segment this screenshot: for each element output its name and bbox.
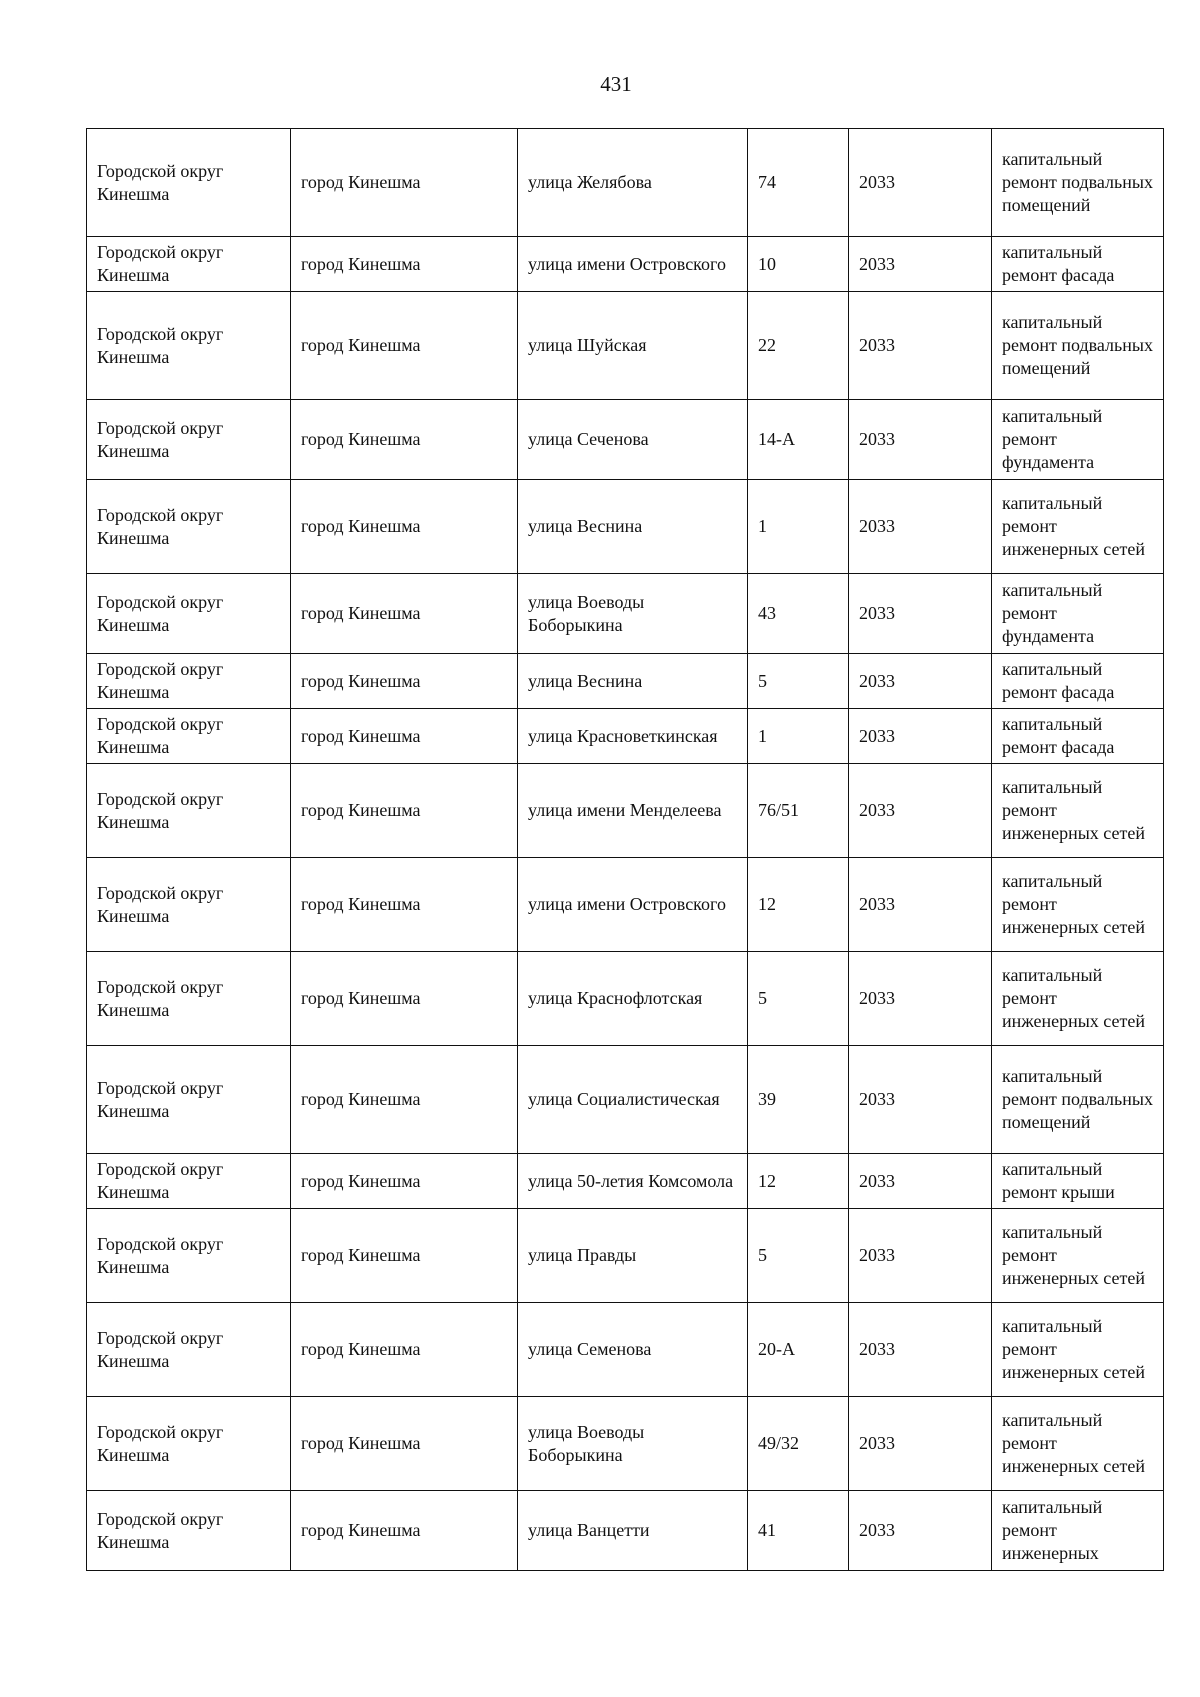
district-cell: Городской округ Кинешма — [87, 237, 291, 292]
house-number-cell: 22 — [748, 292, 849, 400]
table-row — [87, 1046, 1164, 1154]
street-cell: улица Ванцетти — [518, 1491, 748, 1571]
settlement-cell: город Кинешма — [291, 480, 518, 574]
year-cell: 2033 — [849, 1303, 992, 1397]
street-cell: улица Веснина — [518, 654, 748, 709]
house-number-cell: 10 — [748, 237, 849, 292]
table-row — [87, 654, 1164, 709]
settlement-cell: город Кинешма — [291, 1397, 518, 1491]
house-number-cell: 1 — [748, 709, 849, 764]
house-number-cell: 12 — [748, 858, 849, 952]
work-type-cell: капитальный ремонт фундамента — [992, 574, 1164, 654]
house-number-cell: 49/32 — [748, 1397, 849, 1491]
table-row — [87, 480, 1164, 574]
table-row — [87, 858, 1164, 952]
house-number-cell: 43 — [748, 574, 849, 654]
work-type-cell: капитальный ремонт подвальных помещений — [992, 129, 1164, 237]
district-cell: Городской округ Кинешма — [87, 764, 291, 858]
house-number-cell: 5 — [748, 654, 849, 709]
house-number-cell: 41 — [748, 1491, 849, 1571]
district-cell: Городской округ Кинешма — [87, 400, 291, 480]
table-row — [87, 129, 1164, 237]
house-number-cell: 76/51 — [748, 764, 849, 858]
work-type-cell: капитальный ремонт подвальных помещений — [992, 1046, 1164, 1154]
district-cell: Городской округ Кинешма — [87, 1491, 291, 1571]
table-row — [87, 1303, 1164, 1397]
street-cell: улица Веснина — [518, 480, 748, 574]
street-cell: улица Социалистическая — [518, 1046, 748, 1154]
year-cell: 2033 — [849, 764, 992, 858]
street-cell: улица Семенова — [518, 1303, 748, 1397]
table-row — [87, 237, 1164, 292]
street-cell: улица Красноветкинская — [518, 709, 748, 764]
district-cell: Городской округ Кинешма — [87, 1154, 291, 1209]
year-cell: 2033 — [849, 237, 992, 292]
page-number: 431 — [600, 72, 632, 96]
district-cell: Городской округ Кинешма — [87, 654, 291, 709]
year-cell: 2033 — [849, 1491, 992, 1571]
year-cell: 2033 — [849, 480, 992, 574]
settlement-cell: город Кинешма — [291, 400, 518, 480]
work-type-cell: капитальный ремонт фасада — [992, 654, 1164, 709]
work-type-cell: капитальный ремонт фундамента — [992, 400, 1164, 480]
year-cell: 2033 — [849, 129, 992, 237]
year-cell: 2033 — [849, 709, 992, 764]
table-row — [87, 709, 1164, 764]
district-cell: Городской округ Кинешма — [87, 1209, 291, 1303]
table-row — [87, 574, 1164, 654]
year-cell: 2033 — [849, 952, 992, 1046]
street-cell: улица Воеводы Боборыкина — [518, 1397, 748, 1491]
work-type-cell: капитальный ремонт инженерных сетей — [992, 858, 1164, 952]
table-body — [87, 129, 1164, 1571]
work-type-cell: капитальный ремонт инженерных сетей — [992, 764, 1164, 858]
settlement-cell: город Кинешма — [291, 764, 518, 858]
settlement-cell: город Кинешма — [291, 654, 518, 709]
settlement-cell: город Кинешма — [291, 1491, 518, 1571]
house-number-cell: 1 — [748, 480, 849, 574]
settlement-cell: город Кинешма — [291, 237, 518, 292]
table-row — [87, 292, 1164, 400]
settlement-cell: город Кинешма — [291, 709, 518, 764]
table-row — [87, 1154, 1164, 1209]
year-cell: 2033 — [849, 654, 992, 709]
table-row — [87, 1397, 1164, 1491]
work-type-cell: капитальный ремонт инженерных сетей — [992, 952, 1164, 1046]
work-type-cell: капитальный ремонт инженерных сетей — [992, 1397, 1164, 1491]
work-type-cell: капитальный ремонт инженерных сетей — [992, 1209, 1164, 1303]
settlement-cell: город Кинешма — [291, 1154, 518, 1209]
street-cell: улица имени Островского — [518, 237, 748, 292]
table-row — [87, 1491, 1164, 1571]
table-row — [87, 764, 1164, 858]
house-number-cell: 5 — [748, 1209, 849, 1303]
work-type-cell: капитальный ремонт инженерных сетей — [992, 480, 1164, 574]
house-number-cell: 20-А — [748, 1303, 849, 1397]
district-cell: Городской округ Кинешма — [87, 1397, 291, 1491]
table-row — [87, 952, 1164, 1046]
street-cell: улица Шуйская — [518, 292, 748, 400]
year-cell: 2033 — [849, 574, 992, 654]
street-cell: улица 50-летия Комсомола — [518, 1154, 748, 1209]
housing-repair-table — [86, 128, 1164, 1571]
street-cell: улица Воеводы Боборыкина — [518, 574, 748, 654]
year-cell: 2033 — [849, 858, 992, 952]
house-number-cell: 12 — [748, 1154, 849, 1209]
settlement-cell: город Кинешма — [291, 952, 518, 1046]
district-cell: Городской округ Кинешма — [87, 858, 291, 952]
street-cell: улица имени Островского — [518, 858, 748, 952]
house-number-cell: 74 — [748, 129, 849, 237]
district-cell: Городской округ Кинешма — [87, 480, 291, 574]
house-number-cell: 39 — [748, 1046, 849, 1154]
work-type-cell: капитальный ремонт фасада — [992, 237, 1164, 292]
settlement-cell: город Кинешма — [291, 1209, 518, 1303]
district-cell: Городской округ Кинешма — [87, 709, 291, 764]
house-number-cell: 14-А — [748, 400, 849, 480]
work-type-cell: капитальный ремонт фасада — [992, 709, 1164, 764]
house-number-cell: 5 — [748, 952, 849, 1046]
settlement-cell: город Кинешма — [291, 129, 518, 237]
settlement-cell: город Кинешма — [291, 1303, 518, 1397]
street-cell: улица имени Менделеева — [518, 764, 748, 858]
settlement-cell: город Кинешма — [291, 574, 518, 654]
year-cell: 2033 — [849, 292, 992, 400]
street-cell: улица Сеченова — [518, 400, 748, 480]
street-cell: улица Желябова — [518, 129, 748, 237]
year-cell: 2033 — [849, 1046, 992, 1154]
district-cell: Городской округ Кинешма — [87, 574, 291, 654]
work-type-cell: капитальный ремонт инженерных сетей — [992, 1303, 1164, 1397]
year-cell: 2033 — [849, 1154, 992, 1209]
settlement-cell: город Кинешма — [291, 292, 518, 400]
work-type-cell: капитальный ремонт крыши — [992, 1154, 1164, 1209]
settlement-cell: город Кинешма — [291, 1046, 518, 1154]
year-cell: 2033 — [849, 400, 992, 480]
table-row — [87, 1209, 1164, 1303]
table-row — [87, 400, 1164, 480]
street-cell: улица Краснофлотская — [518, 952, 748, 1046]
settlement-cell: город Кинешма — [291, 858, 518, 952]
work-type-cell: капитальный ремонт инженерных — [992, 1491, 1164, 1571]
year-cell: 2033 — [849, 1209, 992, 1303]
district-cell: Городской округ Кинешма — [87, 952, 291, 1046]
district-cell: Городской округ Кинешма — [87, 129, 291, 237]
work-type-cell: капитальный ремонт подвальных помещений — [992, 292, 1164, 400]
street-cell: улица Правды — [518, 1209, 748, 1303]
district-cell: Городской округ Кинешма — [87, 1303, 291, 1397]
district-cell: Городской округ Кинешма — [87, 292, 291, 400]
year-cell: 2033 — [849, 1397, 992, 1491]
district-cell: Городской округ Кинешма — [87, 1046, 291, 1154]
